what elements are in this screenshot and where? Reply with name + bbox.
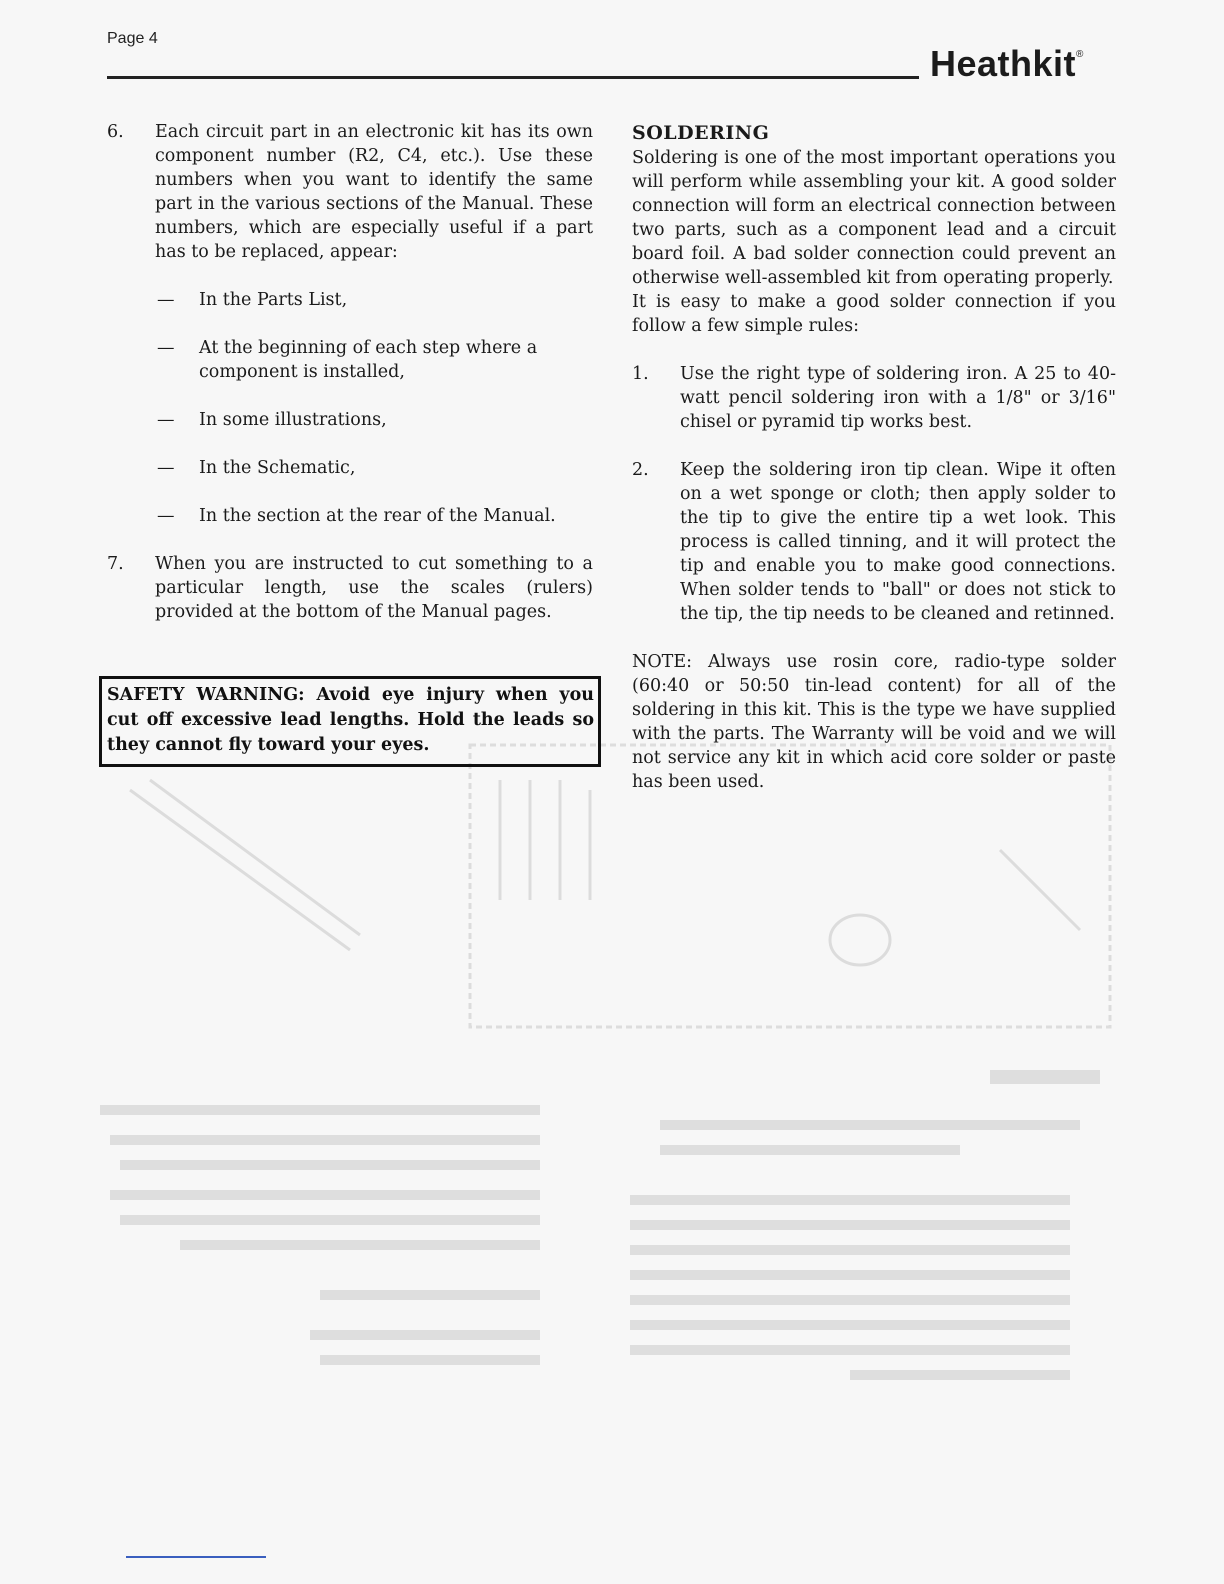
- rule-text: Keep the soldering iron tip clean. Wipe it often on a wet sponge or cloth; then apply solder to the tip to give the entire tip a wet look. This process is called tinning, and it will protect the tip and enable you to make good connections. When solder tends to "ball" or does not stick to the tip, the tip needs to be cleaned and retinned.: [680, 460, 1116, 624]
- list-item-text: In some illustrations,: [199, 410, 387, 430]
- list-item: [157, 336, 593, 384]
- brand-logo: [930, 43, 1084, 84]
- list-item-text: In the Parts List,: [199, 290, 348, 310]
- item-number: 7.: [107, 554, 124, 574]
- item-text: When you are instructed to cut something to a particular length, use the scales (rulers) provided at the bottom of the Manual pages.: [155, 554, 593, 622]
- soldering-rules: [632, 362, 1116, 626]
- rule-text: Use the right type of soldering iron. A 25 to 40-watt pencil soldering iron with a 1/8" or 3/16" chisel or pyramid tip works best.: [680, 364, 1116, 432]
- brand-name: Heathkit: [930, 43, 1077, 84]
- list-item-text: In the section at the rear of the Manual.: [199, 506, 556, 526]
- solder-note: NOTE: Always use rosin core, radio-type solder (60:40 or 50:50 tin-lead content) for all of the soldering in this kit. This is the type we have supplied with the parts. The Warranty will be void and we will not service any kit in which acid core solder or paste has been used.: [632, 652, 1116, 792]
- rules-lead-in: It is easy to make a good solder connection if you follow a few simple rules:: [632, 292, 1116, 336]
- dash-marker: —: [157, 338, 175, 358]
- dash-marker: —: [157, 506, 175, 526]
- list-item-7: [107, 552, 593, 624]
- rule-item: [632, 362, 1116, 434]
- appearance-list: [157, 288, 593, 528]
- header-rule: [107, 76, 919, 79]
- list-item: [157, 504, 593, 528]
- list-item: [157, 288, 593, 312]
- list-item-text: In the Schematic,: [199, 458, 356, 478]
- intro-paragraph: Soldering is one of the most important operations you will perform while assembling your kit. A good solder connection will form an electrical connection between two parts, such as a component lead and a circuit board foil. A bad solder connection could prevent an otherwise well-assembled kit from operating properly.: [632, 148, 1116, 288]
- left-column: [107, 120, 593, 624]
- item-text: Each circuit part in an electronic kit has its own component number (R2, C4, etc.). Use these numbers when you want to identify the same part in the various sections of the Manual. These numbers, which are especially useful if a part has to be replaced, appear:: [155, 122, 593, 262]
- dash-marker: —: [157, 410, 175, 430]
- dash-marker: —: [157, 458, 175, 478]
- section-heading: SOLDERING: [632, 122, 770, 144]
- bottom-scan-mark: [126, 1556, 266, 1558]
- right-column: [632, 120, 1116, 794]
- list-item: [157, 456, 593, 480]
- rule-number: 2.: [632, 460, 649, 480]
- registered-mark: ®: [1076, 49, 1084, 60]
- rule-number: 1.: [632, 364, 649, 384]
- list-item-text: At the beginning of each step where a component is installed,: [199, 338, 538, 382]
- dash-marker: —: [157, 290, 175, 310]
- page-number: Page 4: [107, 30, 158, 47]
- list-item-6: [107, 120, 593, 264]
- item-number: 6.: [107, 122, 124, 142]
- list-item: [157, 408, 593, 432]
- safety-warning-box: SAFETY WARNING: Avoid eye injury when you cut off excessive lead lengths. Hold the leads so they cannot fly toward your eyes.: [99, 676, 601, 767]
- rule-item: [632, 458, 1116, 626]
